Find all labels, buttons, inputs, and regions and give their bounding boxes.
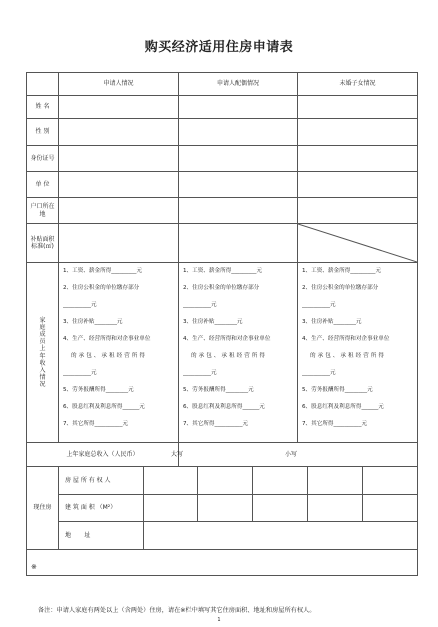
row-label-subsidy: 补贴面积标准(㎡) <box>27 224 59 263</box>
income-item-subsidy: 3、住房补贴________元 <box>302 319 362 325</box>
owner-field-1[interactable] <box>143 467 198 494</box>
owner-field-5[interactable] <box>362 467 417 494</box>
row-label-income <box>27 263 59 443</box>
income-item-dividend: 6、股息红利及利息所得______元 <box>63 404 145 410</box>
income-item-fund-amount: __________元 <box>183 302 217 308</box>
current-housing-label: 现住房 <box>27 467 59 550</box>
children-subsidy-crossed-cell <box>298 224 418 263</box>
income-label-char: 情 <box>39 374 46 382</box>
income-item-salary: 1、工资、薪金所得_________元 <box>63 268 143 274</box>
income-item-business: 4、生产、经营所得和对企事业单位 <box>63 336 151 342</box>
income-item-fund-amount: __________元 <box>302 302 336 308</box>
area-field-5[interactable] <box>362 494 417 521</box>
current-housing-cell <box>59 467 418 550</box>
area-field-2[interactable] <box>198 494 253 521</box>
income-item-business-cont: 的承包、承租经营所得 <box>71 353 147 359</box>
income-label-char: 入 <box>39 366 46 374</box>
diagonal-line <box>298 224 417 262</box>
income-item-other: 7、其它所得__________元 <box>63 421 129 427</box>
income-item-subsidy: 3、住房补贴________元 <box>183 319 243 325</box>
col-header-children: 未婚子女情况 <box>298 73 418 96</box>
income-item-business-amount: __________元 <box>183 370 217 376</box>
income-label-char: 上 <box>39 345 46 353</box>
row-label-gender: 性 别 <box>27 119 59 146</box>
form-title: 购买经济适用住房申请表 <box>144 40 294 55</box>
income-upper-label: 大写 <box>171 451 184 458</box>
children-name-field[interactable] <box>298 96 418 119</box>
income-item-business-cont: 的承包、承租经营所得 <box>310 353 386 359</box>
row-label-id: 身份证号 <box>27 146 59 172</box>
owner-label: 房 屋 所 有 权 人 <box>59 467 143 494</box>
income-item-fund: 2、住房公积金的单位缴存部分 <box>302 285 379 291</box>
address-label: 地 址 <box>59 521 143 549</box>
col-header-spouse: 申请人配偶情况 <box>179 73 298 96</box>
corner-cell <box>27 73 59 96</box>
owner-field-2[interactable] <box>198 467 253 494</box>
current-housing-table <box>59 467 417 549</box>
children-id-field[interactable] <box>298 146 418 172</box>
household-income-value-cell[interactable] <box>171 443 418 467</box>
footnote: 备注：申请人家庭有两处以上（含两处）住房，请在※栏中填写其它住房面积、地址和房屋所有权人。 <box>38 607 316 614</box>
income-item-labor: 5、劳务报酬所得________元 <box>63 387 134 393</box>
income-label-char: 员 <box>39 338 46 346</box>
income-item-subsidy: 3、住房补贴________元 <box>63 319 123 325</box>
owner-field-3[interactable] <box>253 467 308 494</box>
remark-row[interactable] <box>27 550 418 576</box>
income-item-salary: 1、工资、薪金所得_________元 <box>302 268 382 274</box>
children-hukou-field[interactable] <box>298 198 418 224</box>
income-item-business: 4、生产、经营所得和对企事业单位 <box>302 336 390 342</box>
area-field-4[interactable] <box>307 494 362 521</box>
spouse-employer-field[interactable] <box>179 172 298 198</box>
remark-mark: ※ <box>31 562 37 571</box>
income-item-salary: 1、工资、薪金所得_________元 <box>183 268 263 274</box>
income-label-char: 年 <box>39 352 46 360</box>
row-label-name: 姓 名 <box>27 96 59 119</box>
children-income-cell[interactable] <box>298 263 418 443</box>
income-item-business-cont: 的承包、承租经营所得 <box>191 353 267 359</box>
income-item-business-amount: __________元 <box>63 370 97 376</box>
income-item-business: 4、生产、经营所得和对企事业单位 <box>183 336 271 342</box>
spouse-id-field[interactable] <box>179 146 298 172</box>
household-income-label: 上年家庭总收入（人民币） <box>27 443 179 467</box>
spouse-income-cell[interactable] <box>179 263 298 443</box>
income-label-char: 收 <box>39 359 46 367</box>
income-item-business-amount: __________元 <box>302 370 336 376</box>
income-lower-label: 小写 <box>285 451 298 458</box>
address-field[interactable] <box>143 521 417 549</box>
children-gender-field[interactable] <box>298 119 418 146</box>
spouse-subsidy-field[interactable] <box>179 224 298 263</box>
income-label-char: 家 <box>39 316 46 324</box>
income-item-fund: 2、住房公积金的单位缴存部分 <box>183 285 260 291</box>
area-field-3[interactable] <box>253 494 308 521</box>
applicant-subsidy-field[interactable] <box>59 224 179 263</box>
applicant-name-field[interactable] <box>59 96 179 119</box>
income-label-char: 庭 <box>39 323 46 331</box>
applicant-income-cell[interactable] <box>59 263 179 443</box>
income-item-dividend: 6、股息红利及利息所得______元 <box>302 404 384 410</box>
applicant-employer-field[interactable] <box>59 172 179 198</box>
applicant-hukou-field[interactable] <box>59 198 179 224</box>
income-item-fund: 2、住房公积金的单位缴存部分 <box>63 285 140 291</box>
income-label-char: 况 <box>39 381 46 389</box>
children-employer-field[interactable] <box>298 172 418 198</box>
income-item-other: 7、其它所得__________元 <box>302 421 368 427</box>
area-label: 建 筑 面 积 （M²） <box>59 494 143 521</box>
applicant-id-field[interactable] <box>59 146 179 172</box>
income-label-char: 成 <box>39 330 46 338</box>
row-label-hukou: 户口所在地 <box>27 198 59 224</box>
income-item-dividend: 6、股息红利及利息所得______元 <box>183 404 265 410</box>
spouse-name-field[interactable] <box>179 96 298 119</box>
income-item-fund-amount: __________元 <box>63 302 97 308</box>
area-field-1[interactable] <box>143 494 198 521</box>
application-form-table <box>26 72 418 576</box>
page-number: 1 <box>217 617 221 623</box>
income-item-other: 7、其它所得__________元 <box>183 421 249 427</box>
owner-field-4[interactable] <box>307 467 362 494</box>
spouse-hukou-field[interactable] <box>179 198 298 224</box>
col-header-applicant: 申请人情况 <box>59 73 179 96</box>
row-label-employer: 单 位 <box>27 172 59 198</box>
spouse-gender-field[interactable] <box>179 119 298 146</box>
applicant-gender-field[interactable] <box>59 119 179 146</box>
income-item-labor: 5、劳务报酬所得________元 <box>183 387 254 393</box>
income-item-labor: 5、劳务报酬所得________元 <box>302 387 373 393</box>
